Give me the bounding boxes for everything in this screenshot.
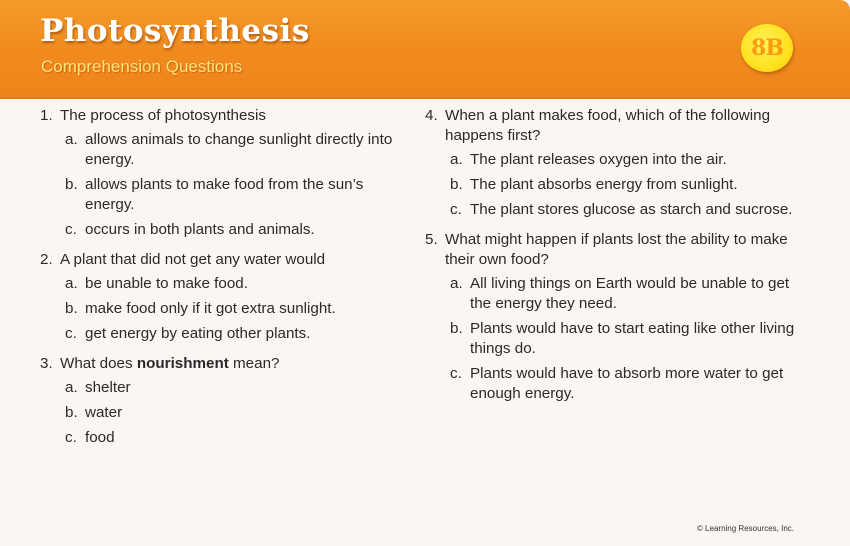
answer-option <box>65 175 410 215</box>
question-stem <box>425 106 805 146</box>
card-number-label: 8B <box>751 35 783 61</box>
question-text <box>60 354 279 374</box>
option-letter: b. <box>65 176 78 193</box>
copyright-notice: © Learning Resources, Inc. <box>696 524 794 533</box>
left-column <box>40 106 410 458</box>
option-letter: c. <box>450 201 462 218</box>
option-text: food <box>85 429 115 446</box>
question-1 <box>40 106 410 240</box>
option-text: get energy by eating other plants. <box>85 325 311 342</box>
question-text: When a plant makes food, which of the following happens first? <box>445 107 771 144</box>
question-4 <box>425 106 805 220</box>
question-number: 1. <box>40 107 53 124</box>
question-text-before: What does <box>60 355 137 372</box>
card-subtitle: Comprehension Questions <box>41 57 243 76</box>
option-text: make food only if it got extra sunlight. <box>85 300 336 317</box>
option-letter: a. <box>450 275 463 292</box>
card-header <box>0 0 850 99</box>
option-letter: a. <box>450 151 463 168</box>
answer-option <box>65 274 410 294</box>
answer-option <box>65 299 410 319</box>
answer-option <box>450 200 805 220</box>
answer-option <box>450 274 805 314</box>
option-letter: a. <box>65 131 78 148</box>
question-number: 5. <box>425 231 438 248</box>
option-letter: c. <box>65 325 77 342</box>
answer-option <box>450 150 805 170</box>
option-letter: a. <box>65 379 78 396</box>
question-text: The process of photosynthesis <box>60 107 266 124</box>
answer-options <box>450 150 805 220</box>
answer-options <box>450 274 805 404</box>
question-5 <box>425 230 805 404</box>
answer-option <box>65 378 410 398</box>
option-letter: b. <box>450 176 463 193</box>
answer-option <box>65 220 410 240</box>
option-text: allows animals to change sunlight directly into energy. <box>85 131 393 168</box>
question-number: 3. <box>40 355 53 372</box>
vocabulary-word: nourishment <box>136 355 229 372</box>
option-text: The plant stores glucose as starch and sucrose. <box>470 201 793 218</box>
option-letter: b. <box>450 320 463 337</box>
answer-option <box>65 324 410 344</box>
question-stem <box>40 106 410 126</box>
question-text: A plant that did not get any water would <box>60 251 326 268</box>
question-stem <box>40 354 410 374</box>
question-2 <box>40 250 410 344</box>
answer-option <box>450 175 805 195</box>
option-letter: a. <box>65 275 78 292</box>
answer-options <box>65 274 410 344</box>
option-text: The plant absorbs energy from sunlight. <box>470 176 738 193</box>
option-text: Plants would have to start eating like other living things do. <box>470 320 795 357</box>
question-number: 2. <box>40 251 53 268</box>
option-letter: b. <box>65 300 78 317</box>
answer-options <box>65 378 410 448</box>
right-column <box>425 106 805 414</box>
answer-option <box>450 319 805 359</box>
question-stem <box>40 250 410 270</box>
option-letter: b. <box>65 404 78 421</box>
question-number: 4. <box>425 107 438 124</box>
option-letter: c. <box>65 221 77 238</box>
option-text: All living things on Earth would be unable to get the energy they need. <box>470 275 790 312</box>
option-text: shelter <box>85 379 131 396</box>
question-text: What might happen if plants lost the ability to make their own food? <box>445 231 788 268</box>
answer-option <box>65 403 410 423</box>
answer-options <box>65 130 410 240</box>
option-text: occurs in both plants and animals. <box>85 221 315 238</box>
answer-option <box>65 428 410 448</box>
option-letter: c. <box>450 365 462 382</box>
question-stem <box>425 230 805 270</box>
card-number-badge <box>741 24 793 72</box>
option-text: The plant releases oxygen into the air. <box>470 151 727 168</box>
option-text: allows plants to make food from the sun’s energy. <box>85 176 364 213</box>
question-text-after: mean? <box>228 355 280 372</box>
option-text: Plants would have to absorb more water to get enough energy. <box>470 365 784 402</box>
answer-option <box>450 364 805 404</box>
option-letter: c. <box>65 429 77 446</box>
question-3 <box>40 354 410 448</box>
option-text: water <box>85 404 123 421</box>
option-text: be unable to make food. <box>85 275 248 292</box>
answer-option <box>65 130 410 170</box>
card-title: Photosynthesis <box>40 13 310 49</box>
